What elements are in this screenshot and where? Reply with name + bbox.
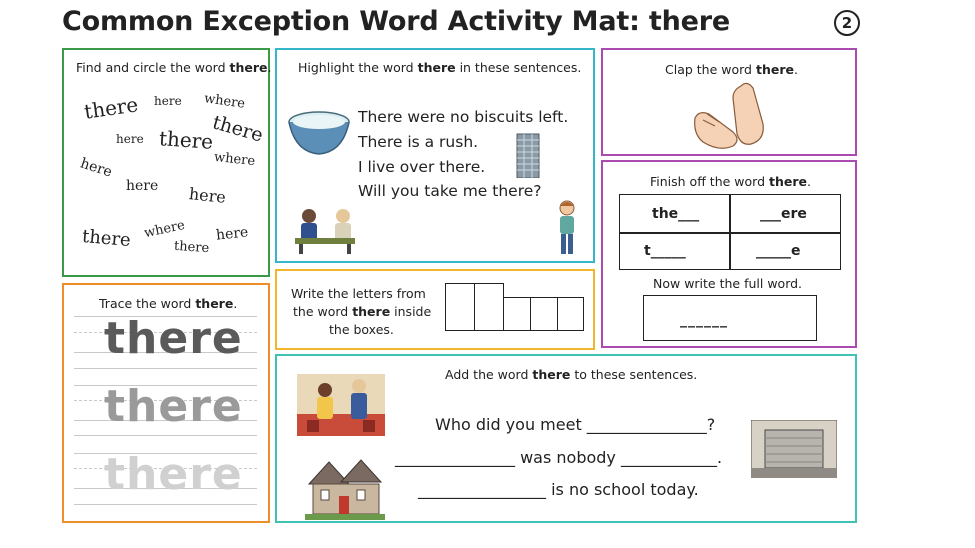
- instruction-text: Highlight the word: [298, 60, 418, 75]
- add-word-panel: [275, 354, 857, 523]
- guide-line: [74, 504, 257, 505]
- word-item[interactable]: there: [82, 92, 140, 124]
- highlight-instruction: [298, 60, 581, 75]
- word-item[interactable]: here: [126, 178, 159, 194]
- clap-instruction: [665, 62, 798, 77]
- instruction-text: Trace the word: [99, 296, 196, 311]
- instruction-keyword: there: [532, 367, 571, 382]
- letter-box-e2[interactable]: [557, 297, 584, 331]
- word-item[interactable]: where: [142, 217, 187, 242]
- guide-line: [74, 435, 257, 436]
- word-item[interactable]: here: [78, 155, 114, 181]
- instruction-keyword: there: [755, 62, 794, 77]
- instruction-keyword: there: [417, 60, 456, 75]
- word-cell[interactable]: [619, 194, 731, 234]
- full-word-blank: ______: [680, 312, 728, 328]
- guide-line: [74, 368, 257, 369]
- instruction-text: Finish off the word: [650, 174, 769, 189]
- trace-panel: [62, 283, 270, 523]
- bowl-icon: [287, 108, 351, 160]
- finish-panel: [601, 160, 857, 348]
- instruction-keyword: there: [352, 304, 391, 319]
- full-word-box[interactable]: [643, 295, 817, 341]
- word-item[interactable]: here: [215, 224, 250, 244]
- add-sentence-3[interactable]: ________________ is no school today.: [418, 480, 699, 499]
- building-icon: [515, 130, 541, 178]
- instruction-text-end: .: [267, 60, 272, 75]
- find-circle-panel: [62, 48, 270, 277]
- trace-word-light[interactable]: there: [104, 449, 243, 500]
- clap-panel: [601, 48, 857, 156]
- word-item[interactable]: there: [81, 225, 132, 252]
- instruction-text: the word: [293, 304, 353, 319]
- people-meeting-icon: [297, 374, 385, 436]
- word-item[interactable]: here: [154, 94, 182, 108]
- cell-text: ___ere: [760, 206, 807, 222]
- instruction-text-end: in these sentences.: [455, 60, 582, 75]
- word-item[interactable]: here: [116, 132, 144, 146]
- trace-word-medium[interactable]: there: [104, 381, 243, 432]
- trace-instruction: [99, 296, 237, 311]
- word-item[interactable]: where: [203, 91, 246, 112]
- add-sentence-2[interactable]: _______________ was nobody ____________.: [395, 448, 723, 467]
- letter-box-h[interactable]: [474, 283, 504, 331]
- word-cell[interactable]: [729, 232, 841, 270]
- word-item[interactable]: there: [173, 238, 210, 257]
- letter-box-t[interactable]: [445, 283, 475, 331]
- instruction-text-end: to these sentences.: [570, 367, 698, 382]
- letter-box-e[interactable]: [503, 297, 531, 331]
- instruction-keyword: there: [229, 60, 268, 75]
- boy-icon: [555, 200, 579, 258]
- instruction-text: Find and circle the word: [76, 60, 230, 75]
- cell-text: _____e: [756, 243, 801, 259]
- add-sentence-1[interactable]: Who did you meet _______________?: [435, 415, 716, 434]
- word-item[interactable]: where: [213, 149, 256, 170]
- find-circle-instruction: [76, 60, 271, 75]
- school-building-icon: [305, 454, 385, 520]
- highlight-panel: [275, 48, 595, 263]
- write-letters-line-3: the boxes.: [329, 322, 394, 337]
- instruction-text-end: .: [793, 62, 798, 77]
- sentence-2[interactable]: There is a rush.: [358, 133, 479, 151]
- write-letters-panel: [275, 269, 595, 350]
- instruction-text-end: inside: [390, 304, 432, 319]
- trace-word-dark[interactable]: there: [104, 313, 243, 364]
- sentence-4[interactable]: Will you take me there?: [358, 182, 542, 200]
- word-item[interactable]: there: [209, 111, 266, 147]
- page-title: Common Exception Word Activity Mat: there: [62, 6, 730, 37]
- cell-text: the___: [652, 206, 700, 222]
- write-letters-line-1: Write the letters from: [291, 286, 426, 301]
- sentence-1[interactable]: There were no biscuits left.: [358, 108, 569, 126]
- letter-box-r[interactable]: [530, 297, 558, 331]
- instruction-text: Add the word: [445, 367, 533, 382]
- cell-text: t_____: [644, 243, 686, 259]
- add-word-instruction: [445, 367, 697, 382]
- word-cell[interactable]: [619, 232, 731, 270]
- word-cell[interactable]: [729, 194, 841, 234]
- clapping-hands-icon: [689, 80, 769, 152]
- instruction-text-end: .: [233, 296, 238, 311]
- instruction-text-end: .: [806, 174, 811, 189]
- write-letters-line-2: [293, 304, 431, 319]
- full-word-label: Now write the full word.: [653, 276, 803, 291]
- instruction-keyword: there: [195, 296, 234, 311]
- word-item[interactable]: here: [188, 184, 227, 207]
- garage-icon: [751, 420, 837, 478]
- people-at-table-icon: [293, 206, 357, 254]
- page-number-badge: 2: [834, 10, 860, 36]
- word-item[interactable]: there: [158, 126, 214, 154]
- instruction-keyword: there: [768, 174, 807, 189]
- finish-instruction: [650, 174, 811, 189]
- sentence-3[interactable]: I live over there.: [358, 158, 486, 176]
- instruction-text: Clap the word: [665, 62, 756, 77]
